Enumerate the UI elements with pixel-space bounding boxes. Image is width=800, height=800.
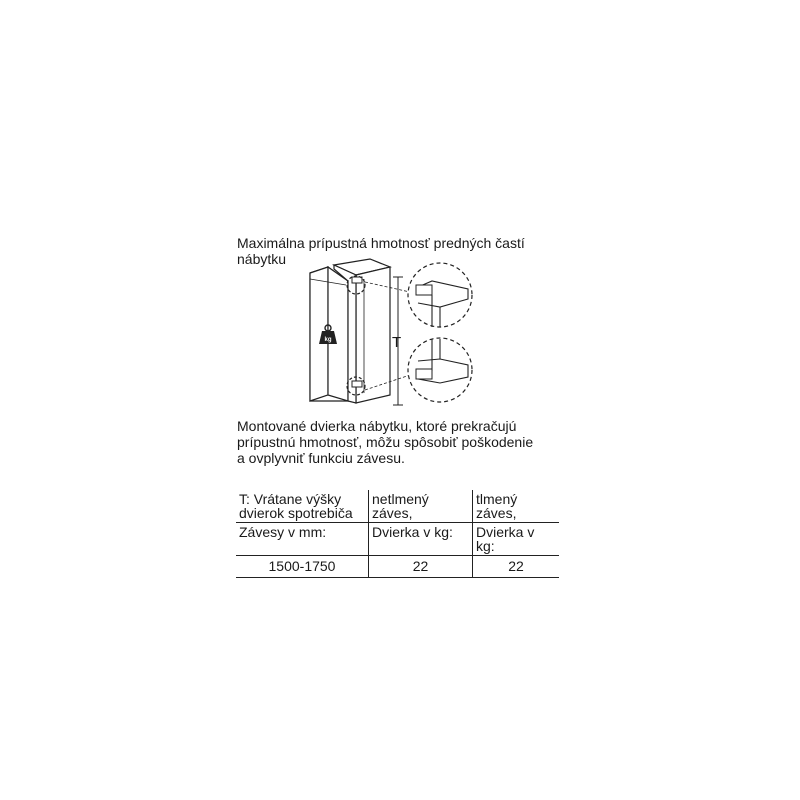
col1-header	[236, 490, 369, 523]
spec-table	[236, 490, 559, 578]
col3-header	[473, 490, 560, 523]
warning-line: prípustnú hmotnosť, môžu spôsobiť poškodenie	[237, 434, 534, 450]
table-row	[236, 556, 559, 578]
svg-text:kg: kg	[324, 337, 332, 343]
col1-header-line: T: Vrátane výšky	[239, 491, 342, 507]
col1-subheader: Závesy v mm:	[236, 523, 369, 556]
warning-line: Montované dvierka nábytku, ktoré prekračujú	[237, 418, 517, 434]
dimension-t-label: T	[392, 334, 402, 351]
heading-line: nábytku	[237, 251, 287, 267]
col3-header-line: záves,	[476, 505, 517, 521]
hinge-detail-top	[408, 263, 472, 327]
tamed-weight-cell: 22	[473, 556, 560, 578]
hinge-detail-bottom	[408, 338, 472, 402]
range-cell: 1500-1750	[236, 556, 369, 578]
col3-subheader: Dvierka v kg:	[473, 523, 560, 556]
col2-header-line: netlmený	[372, 491, 429, 507]
warning-text	[237, 418, 577, 466]
warning-line: a ovplyvniť funkciu závesu.	[237, 450, 405, 466]
table-header-row	[236, 490, 559, 523]
col2-subheader: Dvierka v kg:	[369, 523, 473, 556]
hinge-diagram	[290, 255, 480, 415]
col3-header-line: tlmený	[476, 491, 518, 507]
col2-header-line: záves,	[372, 505, 413, 521]
heading-line: Maximálna prípustná hmotnosť predných častí	[237, 235, 525, 251]
table-subheader-row	[236, 523, 559, 556]
col1-header-line: dvierok spotrebiča	[239, 505, 353, 521]
untamed-weight-cell: 22	[369, 556, 473, 578]
col2-header	[369, 490, 473, 523]
